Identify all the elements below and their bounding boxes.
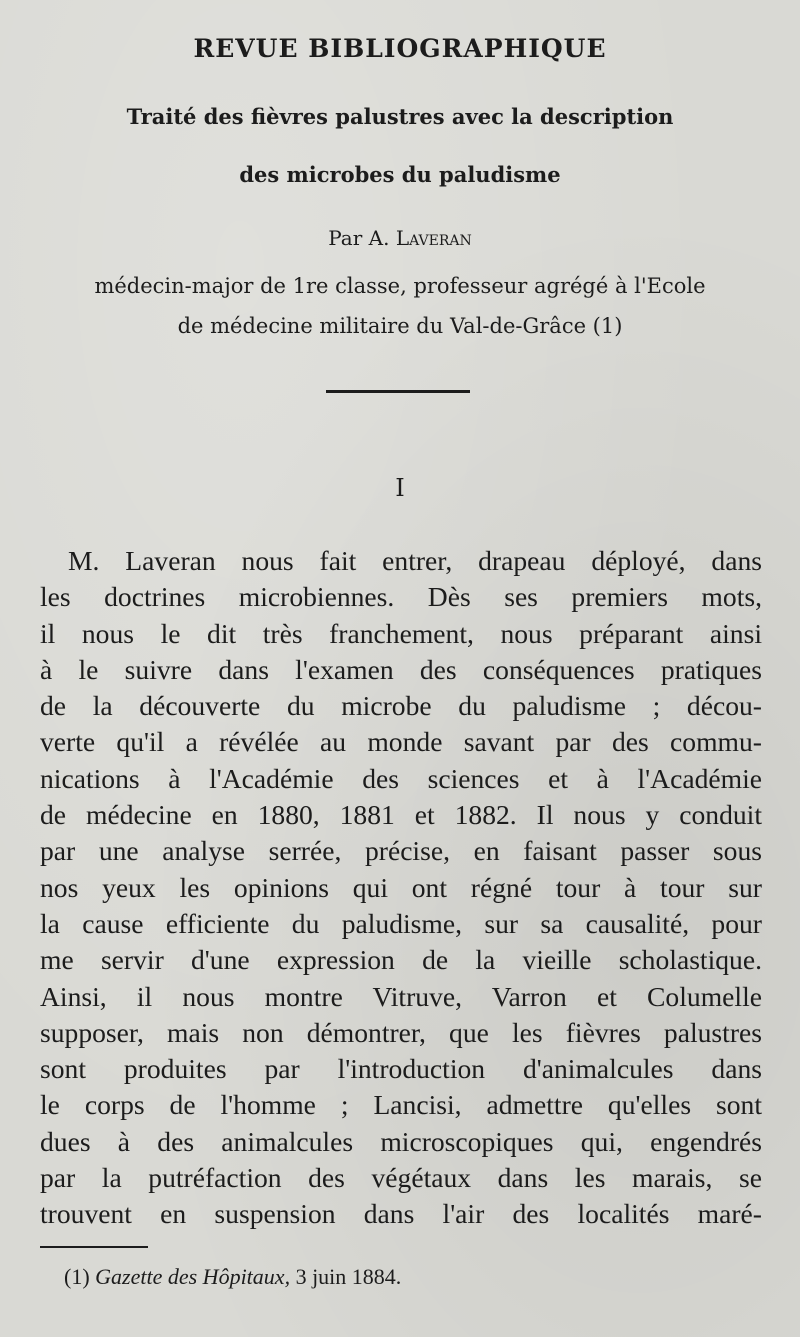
body-text	[40, 543, 762, 1233]
body-line: supposer, mais non démontrer, que les fièvres palustres	[40, 1016, 762, 1048]
section-number: I	[395, 474, 405, 502]
body-line: M. Laveran nous fait entrer, drapeau déployé, dans	[68, 545, 762, 576]
affiliation-line-1: médecin-major de 1re classe, professeur agrégé à l'Ecole	[94, 274, 706, 298]
author-prefix: Par A.	[328, 226, 390, 250]
body-line: Ainsi, il nous montre Vitruve, Varron et Columelle	[40, 980, 762, 1012]
author-line	[0, 226, 800, 250]
body-line: le corps de l'homme ; Lancisi, admettre qu'elles sont	[40, 1089, 762, 1121]
body-line: nos yeux les opinions qui ont régné tour à tour sur	[40, 871, 762, 903]
footnote-rule	[40, 1246, 148, 1248]
footnote-marker: (1)	[64, 1264, 90, 1289]
book-title-line-1: Traité des fièvres palustres avec la description	[126, 104, 674, 129]
body-line: nications à l'Académie des sciences et à l'Académie	[40, 762, 762, 794]
author-name: Laveran	[395, 226, 472, 250]
body-line: les doctrines microbiennes. Dès ses premiers mots,	[40, 581, 762, 613]
footnote-date: 3 juin 1884.	[295, 1264, 402, 1289]
body-line: dues à des animalcules microscopiques qui, engendrés	[40, 1125, 762, 1157]
body-line: à le suivre dans l'examen des conséquences pratiques	[40, 653, 762, 685]
body-line: de médecine en 1880, 1881 et 1882. Il nous y conduit	[40, 799, 762, 831]
body-line: me servir d'une expression de la vieille scholastique.	[40, 944, 762, 976]
body-line: la cause efficiente du paludisme, sur sa causalité, pour	[40, 907, 762, 939]
body-line: de la découverte du microbe du paludisme ; décou-	[40, 690, 762, 722]
footnote	[64, 1264, 401, 1290]
footnote-journal: Gazette des Hôpitaux,	[95, 1264, 291, 1289]
body-line: trouvent en suspension dans l'air des localités maré-	[40, 1198, 762, 1230]
page-title: REVUE BIBLIOGRAPHIQUE	[193, 34, 607, 63]
body-line: par une analyse serrée, précise, en faisant passer sous	[40, 835, 762, 867]
body-line: sont produites par l'introduction d'animalcules dans	[40, 1053, 762, 1085]
body-line: il nous le dit très franchement, nous préparant ainsi	[40, 617, 762, 649]
book-title-line-2: des microbes du paludisme	[239, 162, 561, 187]
body-line: par la putréfaction des végétaux dans les marais, se	[40, 1162, 762, 1194]
separator-rule	[326, 390, 470, 393]
body-line: verte qu'il a révélée au monde savant par des commu-	[40, 726, 762, 758]
affiliation-line-2: de médecine militaire du Val-de-Grâce (1)	[177, 314, 623, 338]
